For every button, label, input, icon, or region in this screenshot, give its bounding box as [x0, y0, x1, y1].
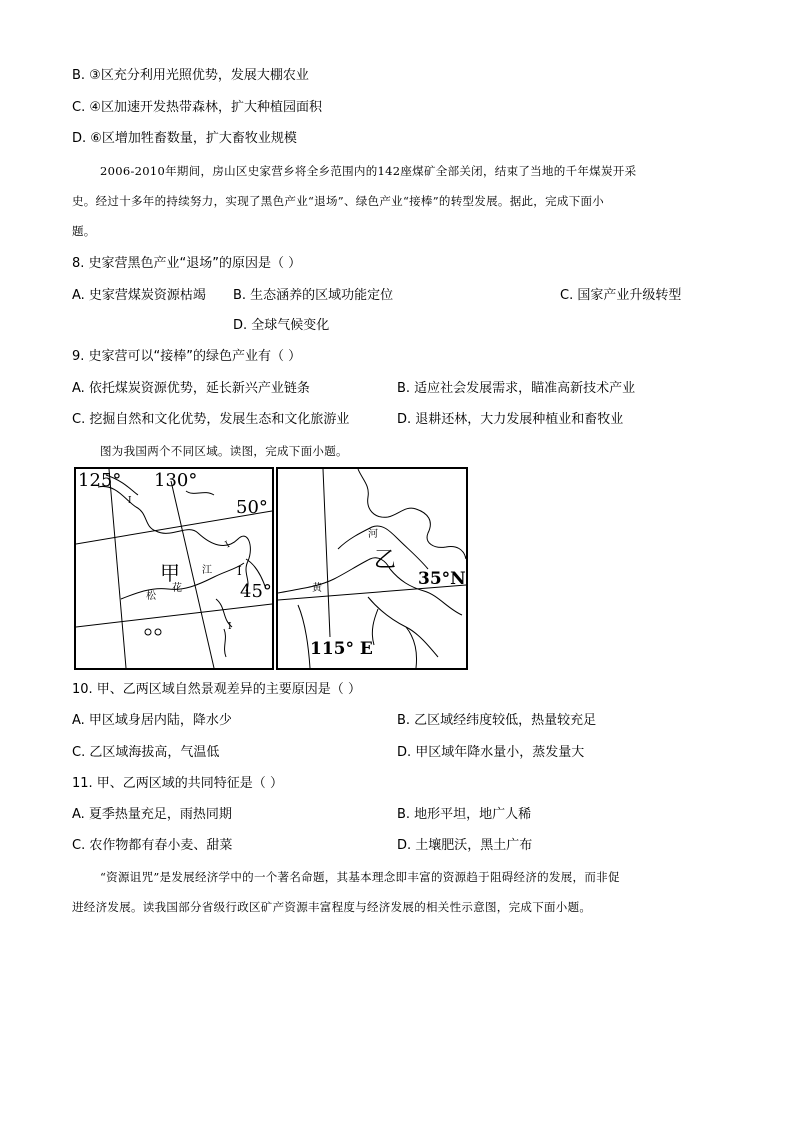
- q10-option-c[interactable]: C. 乙区域海拔高，气温低: [72, 745, 220, 760]
- svg-text:I: I: [237, 564, 242, 578]
- lon-label-115e: 115° E: [310, 639, 373, 659]
- q9-option-a[interactable]: A. 依托煤炭资源优势，延长新兴产业链条: [72, 381, 310, 396]
- lon-label-130: 130°: [154, 470, 198, 491]
- lat-label-35n: 35°N: [418, 569, 466, 589]
- q8-option-d[interactable]: D. 全球气候变化: [233, 318, 330, 333]
- q9-option-d[interactable]: D. 退耕还林，大力发展种植业和畜牧业: [397, 412, 624, 427]
- river-char-he: 河: [368, 529, 378, 540]
- lat-label-50: 50°: [236, 497, 268, 518]
- question-8: 8. 史家营黑色产业“退场”的原因是（ ）: [72, 256, 302, 271]
- option-c-prev: C. ④区加速开发热带森林，扩大种植园面积: [72, 100, 322, 115]
- q11-option-a[interactable]: A. 夏季热量充足，雨热同期: [72, 807, 232, 822]
- q9-option-c[interactable]: C. 挖掘自然和文化优势，发展生态和文化旅游业: [72, 412, 350, 427]
- map-region-jia: [74, 467, 274, 670]
- question-9: 9. 史家营可以“接棒”的绿色产业有（ ）: [72, 349, 302, 364]
- lat-label-45: 45°: [240, 581, 272, 602]
- lon-label-125: 125°: [78, 470, 122, 491]
- svg-text:I: I: [128, 496, 132, 506]
- passage1-line1: 2006-2010年期间，房山区史家营乡将全乡范围内的142座煤矿全部关闭，结束了当地的千年煤炭开采: [100, 164, 637, 178]
- passage2-line1: “资源诅咒”是发展经济学中的一个著名命题，其基本理念即丰富的资源趋于阻碍经济的发展，而非促: [100, 870, 620, 884]
- q8-option-b[interactable]: B. 生态涵养的区域功能定位: [233, 288, 394, 303]
- q10-option-a[interactable]: A. 甲区域身居内陆，降水少: [72, 713, 232, 728]
- q11-option-d[interactable]: D. 土壤肥沃，黑土广布: [397, 838, 533, 853]
- svg-text:I: I: [223, 539, 232, 551]
- region-label-jia: 甲: [160, 561, 180, 585]
- svg-text:I: I: [228, 622, 232, 632]
- q9-option-b[interactable]: B. 适应社会发展需求，瞄准高新技术产业: [397, 381, 636, 396]
- passage2-line2: 进经济发展。读我国部分省级行政区矿产资源丰富程度与经济发展的相关性示意图，完成下面小题。: [72, 900, 592, 914]
- q10-option-d[interactable]: D. 甲区域年降水量小，蒸发量大: [397, 745, 585, 760]
- map-intro: 图为我国两个不同区域。读图，完成下面小题。: [100, 444, 348, 458]
- region-label-yi: 乙: [374, 548, 397, 573]
- river-char-hua: 花: [172, 583, 182, 594]
- q8-option-a[interactable]: A. 史家营煤炭资源枯竭: [72, 288, 206, 303]
- passage1-line3: 题。: [72, 224, 96, 238]
- q11-option-b[interactable]: B. 地形平坦，地广人稀: [397, 807, 532, 822]
- river-char-huang: 黄: [312, 583, 322, 594]
- q8-option-c[interactable]: C. 国家产业升级转型: [560, 288, 682, 303]
- option-b-prev: B. ③区充分利用光照优势，发展大棚农业: [72, 68, 309, 83]
- question-11: 11. 甲、乙两区域的共同特征是（ ）: [72, 776, 283, 791]
- river-char-jiang: 江: [202, 565, 212, 576]
- river-char-song: 松: [146, 591, 156, 602]
- option-d-prev: D. ⑥区增加牲畜数量，扩大畜牧业规模: [72, 131, 297, 146]
- passage1-line2: 史。经过十多年的持续努力，实现了黑色产业“退场”、绿色产业“接棒”的转型发展。据此，完成下面小: [72, 194, 605, 208]
- map-region-yi: [276, 467, 468, 670]
- q10-option-b[interactable]: B. 乙区域经纬度较低，热量较充足: [397, 713, 597, 728]
- question-10: 10. 甲、乙两区域自然景观差异的主要原因是（ ）: [72, 682, 361, 697]
- q11-option-c[interactable]: C. 农作物都有春小麦、甜菜: [72, 838, 233, 853]
